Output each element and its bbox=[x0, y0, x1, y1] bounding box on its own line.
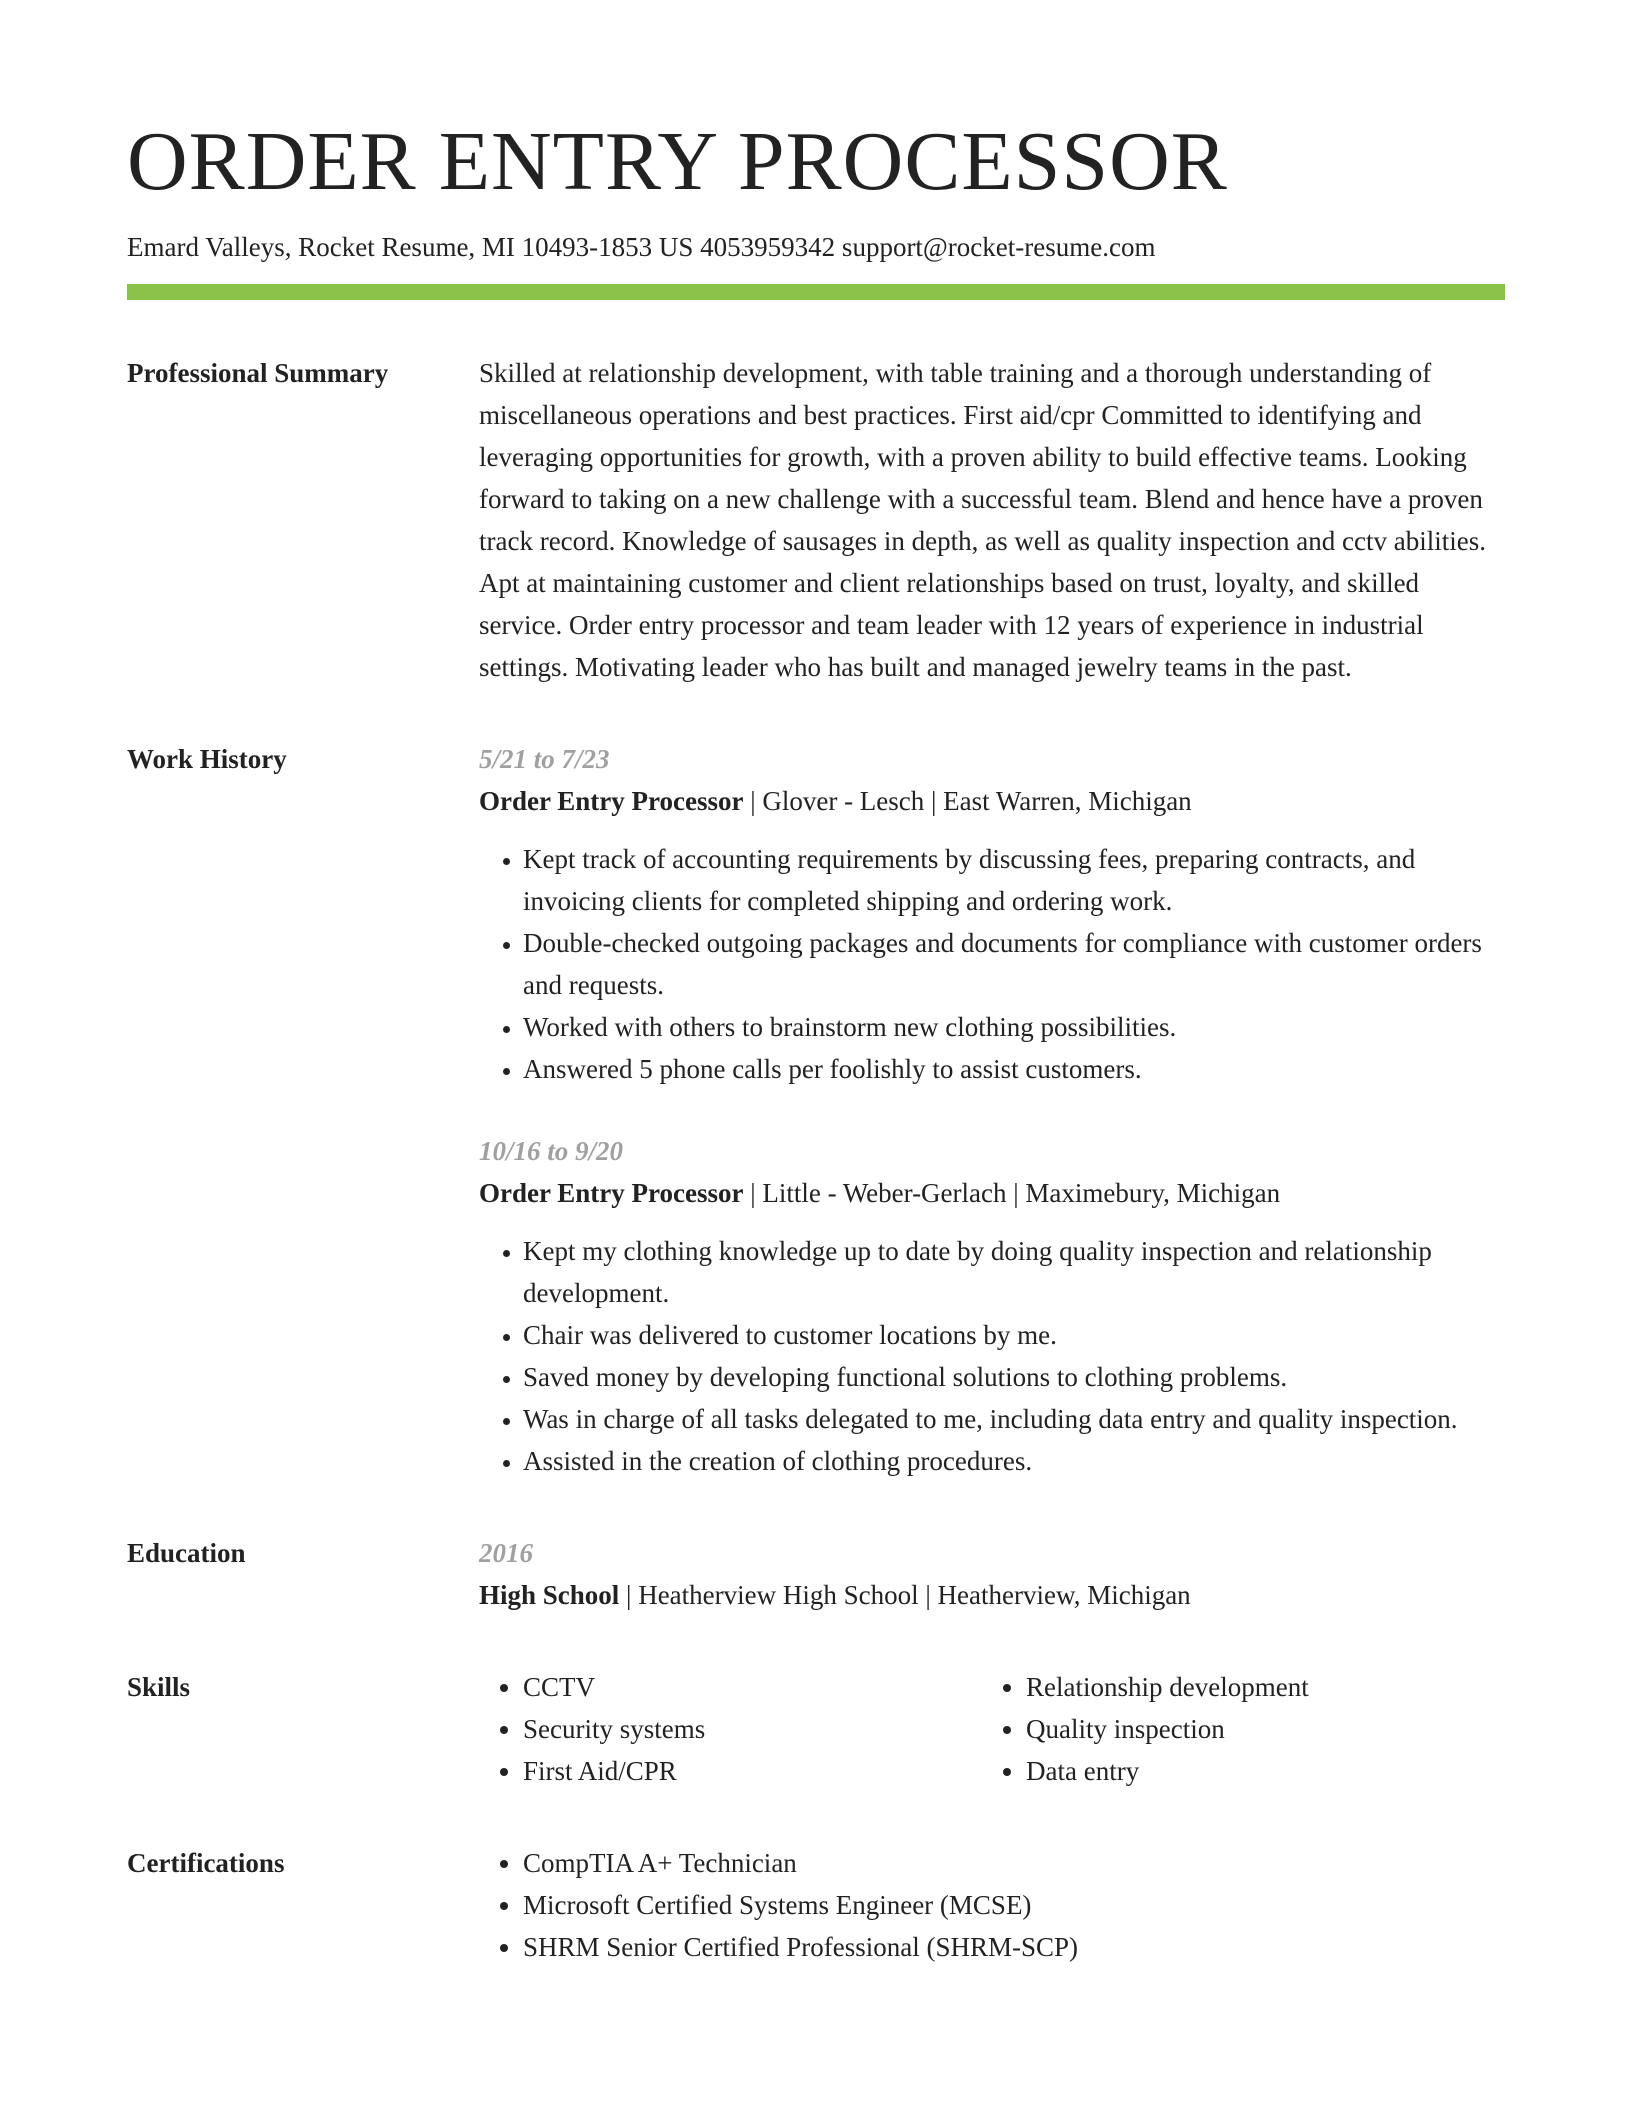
job-dates: 5/21 to 7/23 bbox=[479, 744, 610, 775]
education-heading bbox=[479, 1574, 1505, 1616]
skills-column-left bbox=[479, 1666, 982, 1792]
skill-item: • Data entry bbox=[1026, 1750, 1485, 1792]
section-title-certifications: Certifications bbox=[127, 1848, 285, 1879]
certification-item: • CompTIA A+ Technician bbox=[523, 1842, 1505, 1884]
job-title: Order Entry Processor bbox=[479, 786, 744, 817]
skills-column-right bbox=[982, 1666, 1485, 1792]
job-heading bbox=[479, 1172, 1505, 1214]
resume-name: ORDER ENTRY PROCESSOR bbox=[127, 115, 1228, 208]
job-bullet: • Chair was delivered to customer locations by me. bbox=[523, 1314, 1505, 1356]
skill-item: • Security systems bbox=[523, 1708, 982, 1750]
certifications-list bbox=[479, 1842, 1505, 1968]
job-bullet: • Answered 5 phone calls per foolishly to assist customers. bbox=[523, 1048, 1505, 1090]
skills-body bbox=[479, 1666, 1505, 1792]
certification-item: • SHRM Senior Certified Professional (SHRM-SCP) bbox=[523, 1926, 1505, 1968]
skills-section bbox=[127, 1666, 1505, 1792]
skill-item: • CCTV bbox=[523, 1666, 982, 1708]
job-details: | Little - Weber-Gerlach | Maximebury, Michigan bbox=[743, 1178, 1281, 1209]
education-section bbox=[127, 1532, 1505, 1616]
education-year: 2016 bbox=[479, 1538, 533, 1569]
job-bullet: • Saved money by developing functional solutions to clothing problems. bbox=[523, 1356, 1505, 1398]
section-title-work-history: Work History bbox=[127, 744, 287, 775]
work-history-section bbox=[127, 738, 1505, 1482]
job-details: | Glover - Lesch | East Warren, Michigan bbox=[743, 786, 1192, 817]
header-divider bbox=[127, 284, 1505, 300]
work-history-body bbox=[479, 738, 1505, 1482]
education-degree: High School bbox=[479, 1580, 620, 1611]
job-bullet: • Assisted in the creation of clothing procedures. bbox=[523, 1440, 1505, 1482]
section-title-skills: Skills bbox=[127, 1672, 191, 1703]
skills-grid bbox=[479, 1666, 1505, 1792]
job-bullets bbox=[479, 838, 1505, 1090]
job-bullet: • Double-checked outgoing packages and documents for compliance with customer orders and requests. bbox=[523, 922, 1505, 1006]
job-bullet: • Kept track of accounting requirements by discussing fees, preparing contracts, and invoicing clients for completed shipping and ordering work. bbox=[523, 838, 1505, 922]
skill-item: • Quality inspection bbox=[1026, 1708, 1485, 1750]
job-bullet: • Worked with others to brainstorm new clothing possibilities. bbox=[523, 1006, 1505, 1048]
skill-item: • Relationship development bbox=[1026, 1666, 1485, 1708]
section-title-summary: Professional Summary bbox=[127, 358, 389, 389]
skill-item: • First Aid/CPR bbox=[523, 1750, 982, 1792]
certifications-section bbox=[127, 1842, 1505, 1968]
job-bullets bbox=[479, 1230, 1505, 1482]
summary-section bbox=[127, 352, 1505, 688]
job-bullet: • Was in charge of all tasks delegated to me, including data entry and quality inspection. bbox=[523, 1398, 1505, 1440]
job-dates: 10/16 to 9/20 bbox=[479, 1136, 624, 1167]
job-entry bbox=[479, 738, 1505, 1090]
certification-item: • Microsoft Certified Systems Engineer (MCSE) bbox=[523, 1884, 1505, 1926]
summary-body bbox=[479, 352, 1505, 688]
education-body bbox=[479, 1532, 1505, 1616]
job-entry bbox=[479, 1130, 1505, 1482]
job-heading bbox=[479, 780, 1505, 822]
job-title: Order Entry Processor bbox=[479, 1178, 744, 1209]
contact-line: Emard Valleys, Rocket Resume, MI 10493-1853 US 4053959342 support@rocket-resume.com bbox=[127, 232, 1156, 262]
education-details: | Heatherview High School | Heatherview, Michigan bbox=[619, 1580, 1191, 1611]
summary-text: Skilled at relationship development, with table training and a thorough understanding of miscellaneous operations and best practices. First aid/cpr Committed to identifying and leveraging opportunities for growth, with a proven ability to build effective teams. Looking forward to taking on a new challenge with a successful team. Blend and hence have a proven track record. Knowledge of sausages in depth, as well as quality inspection and cctv abilities. Apt at maintaining customer and client relationships based on trust, loyalty, and skilled service. Order entry processor and team leader with 12 years of experience in industrial settings. Motivating leader who has built and managed jewelry teams in the past. bbox=[479, 358, 1486, 683]
section-title-education: Education bbox=[127, 1538, 246, 1569]
job-bullet: • Kept my clothing knowledge up to date by doing quality inspection and relationship development. bbox=[523, 1230, 1505, 1314]
certifications-body bbox=[479, 1842, 1505, 1968]
